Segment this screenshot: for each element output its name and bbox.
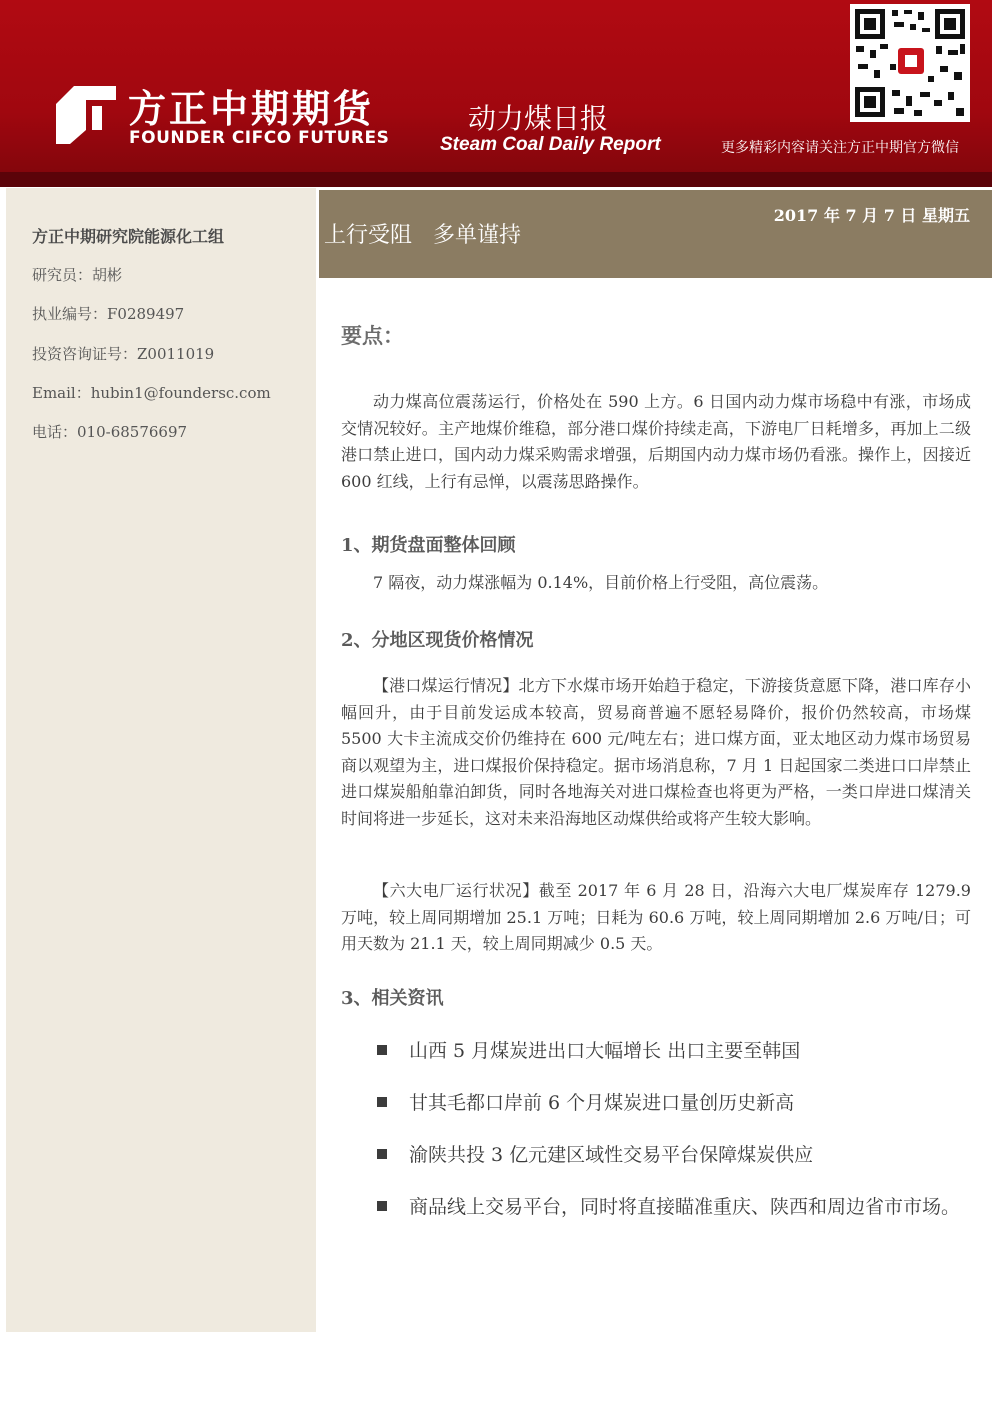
report-header [0, 0, 992, 187]
qr-tagline: 更多精彩内容请关注方正中期官方微信 [721, 140, 959, 156]
news-item [377, 1140, 813, 1167]
news-item-text: 甘其毛都口岸前 6 个月煤炭进口量创历史新高 [409, 1092, 795, 1114]
section-title-spot-prices: 2、分地区现货价格情况 [341, 630, 534, 651]
square-bullet-icon [377, 1149, 387, 1159]
analyst-email: Email：hubin1@foundersc.com [32, 384, 271, 402]
analyst-sidebar [6, 188, 316, 1332]
wechat-qr-code-icon [850, 4, 970, 122]
square-bullet-icon [377, 1201, 387, 1211]
analyst-name: 研究员：胡彬 [32, 266, 123, 284]
news-item-text: 商品线上交易平台，同时将直接瞄准重庆、陕西和周边省市市场。 [409, 1196, 961, 1218]
report-headline: 上行受阻 多单谨持 [324, 223, 521, 248]
header-bottom-strip [0, 172, 992, 187]
square-bullet-icon [377, 1045, 387, 1055]
practice-number: 执业编号：F0289497 [32, 305, 185, 323]
company-name-cn: 方正中期期货 [128, 87, 375, 131]
section-title-related-news: 3、相关资讯 [341, 988, 444, 1009]
news-item [377, 1192, 960, 1219]
company-name-en: FOUNDER CIFCO FUTURES [129, 128, 390, 148]
department-name: 方正中期研究院能源化工组 [32, 227, 225, 246]
section-title-futures-review: 1、期货盘面整体回顾 [341, 535, 516, 556]
port-coal-paragraph: 【港口煤运行情况】北方下水煤市场开始趋于稳定，下游接货意愿下降，港口库存小幅回升，由于目前发运成本较高，贸易商普遍不愿轻易降价，报价仍然较高，市场煤 5500 大卡主流成交价仍维持在 600 元/吨左右；进口煤方面，亚太地区动力煤市场贸易商以观望为主，进口煤报价保持稳定。据市场消息称，7 月 1 日起国家二类进口口岸禁止进口煤炭船舶靠泊卸货，同时各地海关对进口煤检查也将更为严格，一类口岸进口煤清关时间将进一步延长，这对未来沿海地区动煤供给或将产生较大影响。 [341, 676, 971, 828]
news-item [377, 1088, 794, 1115]
key-points-label: 要点： [341, 323, 404, 348]
consulting-license: 投资咨询证号：Z0011019 [32, 345, 215, 363]
founder-logo-icon [56, 86, 116, 144]
power-plant-paragraph: 【六大电厂运行状况】截至 2017 年 6 月 28 日，沿海六大电厂煤炭库存 1279.9 万吨，较上周同期增加 25.1 万吨；日耗为 60.6 万吨，较上周同期增加 2.6 万吨/日；可用天数为 21.1 天，较上周同期减少 0.5 天。 [341, 881, 971, 953]
news-item [377, 1036, 800, 1063]
futures-review-paragraph: 7 隔夜，动力煤涨幅为 0.14%，目前价格上行受阻，高位震荡。 [373, 573, 829, 592]
square-bullet-icon [377, 1097, 387, 1107]
analyst-phone: 电话：010-68576697 [32, 423, 188, 441]
report-title-cn: 动力煤日报 [468, 102, 609, 135]
news-item-text: 渝陕共投 3 亿元建区域性交易平台保障煤炭供应 [409, 1144, 814, 1166]
headline-band [319, 190, 992, 278]
report-title-en: Steam Coal Daily Report [440, 134, 661, 155]
news-item-text: 山西 5 月煤炭进出口大幅增长 出口主要至韩国 [409, 1040, 801, 1062]
report-date: 2017 年 7 月 7 日 星期五 [773, 206, 970, 225]
summary-paragraph: 动力煤高位震荡运行，价格处在 590 上方。6 日国内动力煤市场稳中有涨，市场成交情况较好。主产地煤价维稳，部分港口煤价持续走高，下游电厂日耗增多，再加上二级港口禁止进口，国内动力煤采购需求增强，后期国内动力煤市场仍看涨。操作上，因接近 600 红线，上行有忌惮，以震荡思路操作。 [341, 392, 971, 491]
